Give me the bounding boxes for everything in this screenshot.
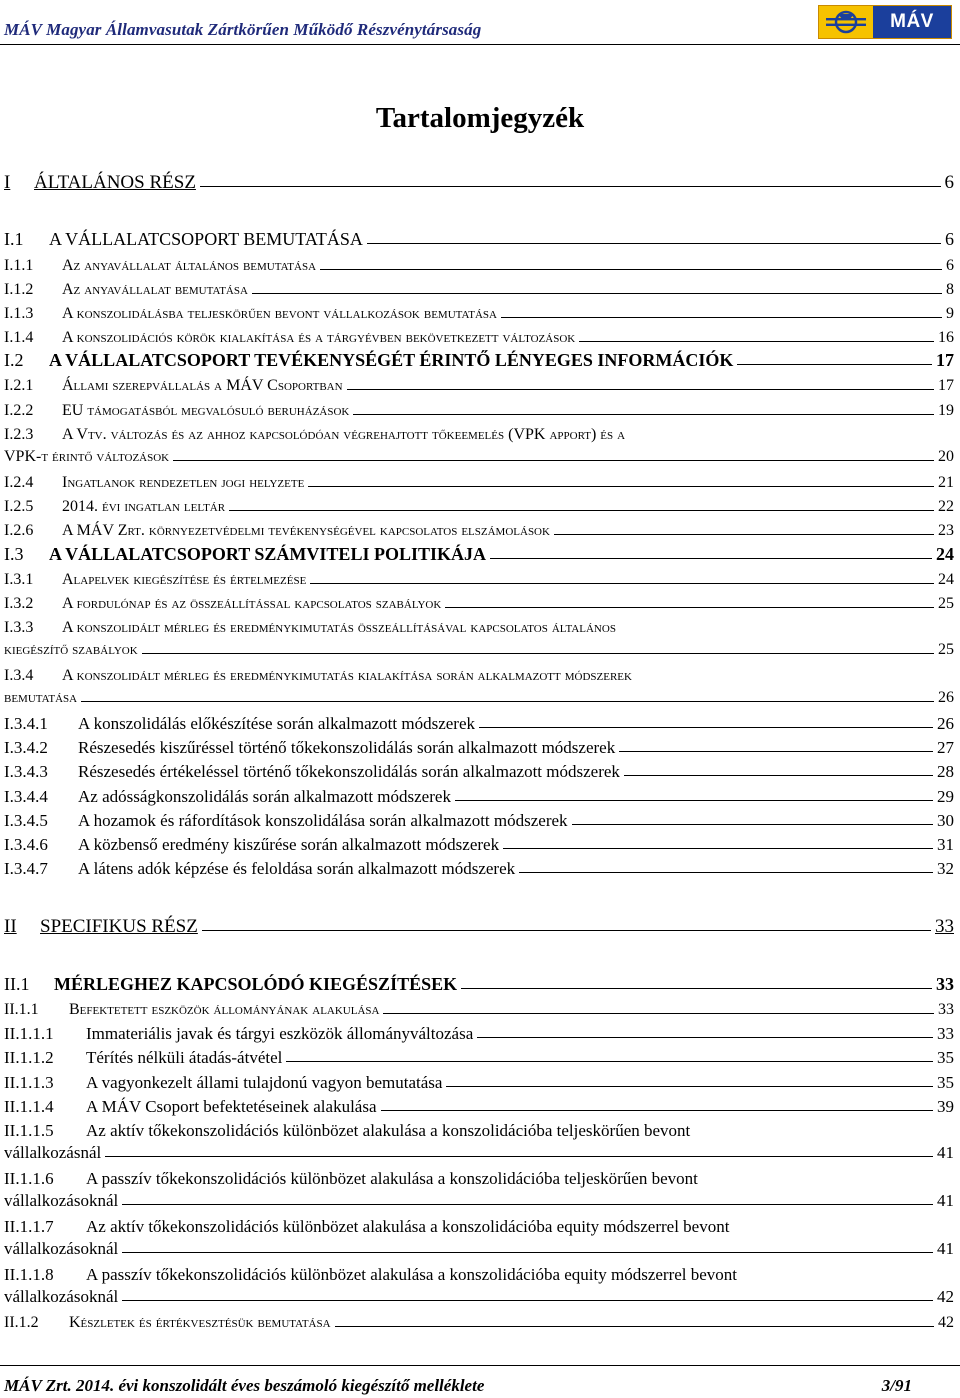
toc-leader [477,1023,933,1038]
toc-entry-subsection[interactable] [4,472,954,494]
toc-title: A VÁLLALATCSOPORT BEMUTATÁSA [49,229,363,249]
toc-entry-subsubsection[interactable] [4,834,954,856]
toc-entry-section[interactable] [4,544,954,566]
toc-page: 17 [936,350,954,370]
toc-page: 31 [937,835,954,854]
toc-page: 33 [936,974,954,994]
toc-leader [367,229,941,244]
toc-entry-subsection[interactable] [4,665,954,709]
toc-entry-section[interactable] [4,974,954,996]
toc-title: Az aktív tőkekonszolidációs különbözet alakulása a konszolidációba equity módszerrel bevont [86,1217,730,1236]
toc-entry-subsection[interactable] [4,1312,954,1334]
toc-number: II.1.1 [4,1001,39,1018]
toc-page: 9 [946,305,954,322]
toc-entry-subsection[interactable] [4,375,954,397]
page-footer [0,1365,960,1398]
toc-number: II [4,916,17,937]
toc-title-continued: vállalkozásoknál [4,1287,119,1306]
toc-number: I.2 [4,350,24,370]
toc-title: Az anyavállalat bemutatása [62,281,248,298]
toc-number: I.3 [4,544,24,564]
toc-page: 6 [945,229,954,249]
toc-title: A konszolidálásba teljeskörűen bevont vállalkozások bemutatása [62,305,497,322]
toc-title: Az aktív tőkekonszolidációs különbözet alakulása a konszolidációba teljeskörűen bevont [86,1121,691,1140]
toc-leader [737,350,932,365]
toc-entry-subsection[interactable] [4,303,954,325]
toc-number: II.1.1.3 [4,1073,54,1092]
toc-title: Részesedés értékeléssel történő tőkekonszolidálás során alkalmazott módszerek [78,762,620,781]
toc-entry-subsection[interactable] [4,999,954,1021]
toc-title: Az anyavállalat általános bemutatása [62,257,317,274]
toc-title: Készletek és értékvesztésük bemutatása [69,1314,331,1331]
toc-page: 26 [937,714,954,733]
toc-page: 8 [946,281,954,298]
toc-title-continued: VPK-t érintő változások [4,448,170,465]
toc-leader [252,279,942,294]
toc-leader [347,375,934,390]
toc-entry-subsection[interactable] [4,569,954,591]
toc-title: A vagyonkezelt állami tulajdonú vagyon bemutatása [86,1073,443,1092]
toc-number: I.1.1 [4,257,34,274]
toc-title: 2014. évi ingatlan leltár [62,498,226,515]
toc-number: I [4,172,11,193]
toc-number: I.3.1 [4,571,34,588]
toc-page: 41 [937,1239,954,1258]
toc-entry-part-1[interactable] [4,172,954,194]
toc-number: I.3.4 [4,667,34,684]
toc-title: A Vtv. változás és az ahhoz kapcsolódóan végrehajtott tőkeemelés (VPK apport) és a [62,426,626,443]
toc-page: 39 [937,1097,954,1116]
toc-leader [479,713,933,728]
page-header [0,0,960,45]
toc-page: 20 [938,448,954,465]
toc-entry-subsubsection[interactable] [4,858,954,880]
toc-number: I.3.4.7 [4,859,48,878]
toc-leader [519,858,933,873]
toc-page: 24 [936,544,954,564]
toc-entry-subsubsection[interactable] [4,786,954,808]
toc-page: 23 [938,522,954,539]
toc-page: 41 [937,1191,954,1210]
toc-page: 35 [937,1048,954,1067]
toc-number: II.1 [4,974,30,994]
toc-leader [122,1238,933,1253]
toc-number: I.1.4 [4,329,34,346]
toc-leader [381,1096,933,1111]
mav-emblem-icon [819,6,873,38]
toc-number: I.1.2 [4,281,34,298]
toc-page: 33 [937,1024,954,1043]
toc-entry-subsubsection[interactable] [4,761,954,783]
toc-leader [619,737,933,752]
toc-page: 33 [938,1001,954,1018]
toc-entry-section[interactable] [4,229,954,251]
toc-title: Immateriális javak és tárgyi eszközök állományváltozása [86,1024,474,1043]
toc-page: 25 [938,641,954,658]
toc-title: A közbenső eredmény kiszűrése során alkalmazott módszerek [78,835,500,854]
toc-leader [383,999,934,1014]
toc-number: I.3.4.2 [4,738,48,757]
toc-entry-subsubsection[interactable] [4,1023,954,1045]
toc-leader [200,172,941,187]
toc-number: I.2.6 [4,522,34,539]
mav-logo-text: MÁV [873,6,951,38]
toc-leader [229,496,934,511]
toc-entry-subsection[interactable] [4,279,954,301]
toc-title: A konszolidálás előkészítése során alkalmazott módszerek [78,714,476,733]
toc-leader [554,520,934,535]
toc-page: 28 [937,762,954,781]
toc-page: 19 [938,402,954,419]
toc-title: A VÁLLALATCSOPORT SZÁMVITELI POLITIKÁJA [49,544,486,564]
toc-entry-subsubsection[interactable] [4,1047,954,1069]
toc-title: A MÁV Csoport befektetéseinek alakulása [86,1097,377,1116]
toc-leader [461,974,932,989]
toc-entry-subsubsection[interactable] [4,1168,954,1212]
toc-number: I.3.3 [4,619,34,636]
toc-leader [490,544,932,559]
toc-entry-subsection[interactable] [4,255,954,277]
toc-entry-subsection[interactable] [4,327,954,349]
toc-leader [320,255,942,270]
footer-document-name: MÁV Zrt. 2014. évi konszolidált éves beszámoló kiegészítő melléklete [4,1376,485,1395]
toc-title: A passzív tőkekonszolidációs különbözet alakulása a konszolidációba equity módszerrel bevont [86,1265,738,1284]
toc-title-continued: vállalkozásoknál [4,1191,119,1210]
toc-title: A VÁLLALATCSOPORT TEVÉKENYSÉGÉT ÉRINTŐ LÉNYEGES INFORMÁCIÓK [49,350,734,370]
toc-title: Állami szerepvállalás a MÁV Csoportban [62,377,343,394]
toc-page: 42 [938,1314,954,1331]
toc-page: 16 [938,329,954,346]
toc-number: II.1.2 [4,1314,39,1331]
toc-number: II.1.1.8 [4,1265,54,1284]
toc-entry-subsection[interactable] [4,496,954,518]
toc-number: II.1.1.1 [4,1024,54,1043]
toc-title-continued: vállalkozásoknál [4,1239,119,1258]
toc-leader [353,400,934,415]
toc-title: ÁLTALÁNOS RÉSZ [34,172,196,193]
toc-number: I.3.4.3 [4,762,48,781]
toc-entry-section[interactable] [4,350,954,372]
toc-leader [308,472,934,487]
toc-page: 29 [937,787,954,806]
toc-title: A passzív tőkekonszolidációs különbözet alakulása a konszolidációba teljeskörűen bevont [86,1169,698,1188]
toc-leader [122,1190,933,1205]
toc-entry-subsubsection[interactable] [4,1216,954,1260]
toc-leader [81,687,934,702]
toc-title: A hozamok és ráfordítások konszolidálása során alkalmazott módszerek [78,811,568,830]
toc-entry-subsection[interactable] [4,593,954,615]
toc-page: 30 [937,811,954,830]
toc-entry-subsection[interactable] [4,617,954,661]
toc-page: 22 [938,498,954,515]
toc-number: I.3.4.5 [4,811,48,830]
toc-page: 32 [937,859,954,878]
toc-entry-subsubsection[interactable] [4,1072,954,1094]
toc-leader [579,327,934,342]
document-title: Tartalomjegyzék [375,102,585,134]
toc-page: 41 [937,1143,954,1162]
toc-number: I.2.1 [4,377,34,394]
toc-number: II.1.1.5 [4,1121,54,1140]
toc-leader [310,569,934,584]
toc-title: A MÁV Zrt. környezetvédelmi tevékenységével kapcsolatos elszámolások [62,522,550,539]
mav-logo [818,5,952,39]
toc-title: MÉRLEGHEZ KAPCSOLÓDÓ KIEGÉSZÍTÉSEK [54,974,458,994]
toc-title: Ingatlanok rendezetlen jogi helyzete [62,474,305,491]
toc-page: 6 [946,257,954,274]
toc-entry-subsubsection[interactable] [4,810,954,832]
toc-page: 24 [938,571,954,588]
toc-leader [202,916,931,931]
toc-number: II.1.1.4 [4,1097,54,1116]
toc-leader [105,1142,933,1157]
toc-title: A konszolidált mérleg és eredménykimutatás kialakítása során alkalmazott módszerek [62,667,632,684]
toc-number: II.1.1.6 [4,1169,54,1188]
toc-leader [142,639,934,654]
toc-title: A fordulónap és az összeállítással kapcsolatos szabályok [62,595,442,612]
toc-entry-subsection[interactable] [4,520,954,542]
toc-number: II.1.1.2 [4,1048,54,1067]
toc-number: I.3.2 [4,595,34,612]
toc-leader [624,761,933,776]
toc-number: I.3.4.1 [4,714,48,733]
toc-title-continued: bemutatása [4,689,78,706]
toc-page: 21 [938,474,954,491]
toc-entry-subsubsection[interactable] [4,713,954,735]
toc-number: I.1.3 [4,305,34,322]
toc-number: I.2.5 [4,498,34,515]
toc-title: A konszolidált mérleg és eredménykimutatás összeállításával kapcsolatos általános [62,619,616,636]
toc-leader [446,1072,933,1087]
toc-number: I.3.4.4 [4,787,48,806]
toc-title-continued: vállalkozásnál [4,1143,102,1162]
toc-page: 35 [937,1073,954,1092]
toc-page: 6 [944,172,954,193]
toc-title-continued: kiegészítő szabályok [4,641,138,658]
toc-leader [173,446,934,461]
toc-title: Alapelvek kiegészítése és értelmezése [62,571,307,588]
toc-page: 26 [938,689,954,706]
toc-entry-subsection[interactable] [4,424,954,468]
toc-number: I.3.4.6 [4,835,48,854]
toc-number: II.1.1.7 [4,1217,54,1236]
toc-number: I.2.3 [4,426,34,443]
toc-number: I.2.2 [4,402,34,419]
toc-leader [335,1312,934,1327]
toc-leader [445,593,934,608]
toc-number: I.1 [4,229,24,249]
toc-page: 25 [938,595,954,612]
toc-title: EU támogatásból megvalósuló beruházások [62,402,350,419]
toc-title: Részesedés kiszűréssel történő tőkekonszolidálás során alkalmazott módszerek [78,738,616,757]
header-company-name: MÁV Magyar Államvasutak Zártkörűen Működő Részvénytársaság [4,20,482,39]
toc-entry-subsubsection[interactable] [4,1120,954,1164]
toc-page: 42 [937,1287,954,1306]
toc-title: A konszolidációs körök kialakítása és a tárgyévben bekövetkezett változások [62,329,576,346]
toc-leader [122,1286,933,1301]
toc-number: I.2.4 [4,474,34,491]
toc-page: 27 [937,738,954,757]
toc-title: Befektetett eszközök állományának alakulása [69,1001,380,1018]
toc-page: 33 [935,916,954,937]
toc-leader [501,303,942,318]
toc-title: SPECIFIKUS RÉSZ [40,916,198,937]
toc-title: Térítés nélküli átadás-átvétel [86,1048,283,1067]
toc-leader [572,810,933,825]
toc-entry-subsection[interactable] [4,400,954,422]
toc-leader [286,1047,933,1062]
toc-leader [455,786,933,801]
toc-entry-subsubsection[interactable] [4,1264,954,1308]
toc-entry-subsubsection[interactable] [4,737,954,759]
toc-entry-subsubsection[interactable] [4,1096,954,1118]
toc-page: 17 [938,377,954,394]
toc-leader [503,834,933,849]
toc-title: A látens adók képzése és feloldása során alkalmazott módszerek [78,859,516,878]
footer-page-number: 3/91 [881,1376,912,1395]
toc-entry-part-2[interactable] [4,916,954,938]
toc-title: Az adósságkonszolidálás során alkalmazott módszerek [78,787,451,806]
